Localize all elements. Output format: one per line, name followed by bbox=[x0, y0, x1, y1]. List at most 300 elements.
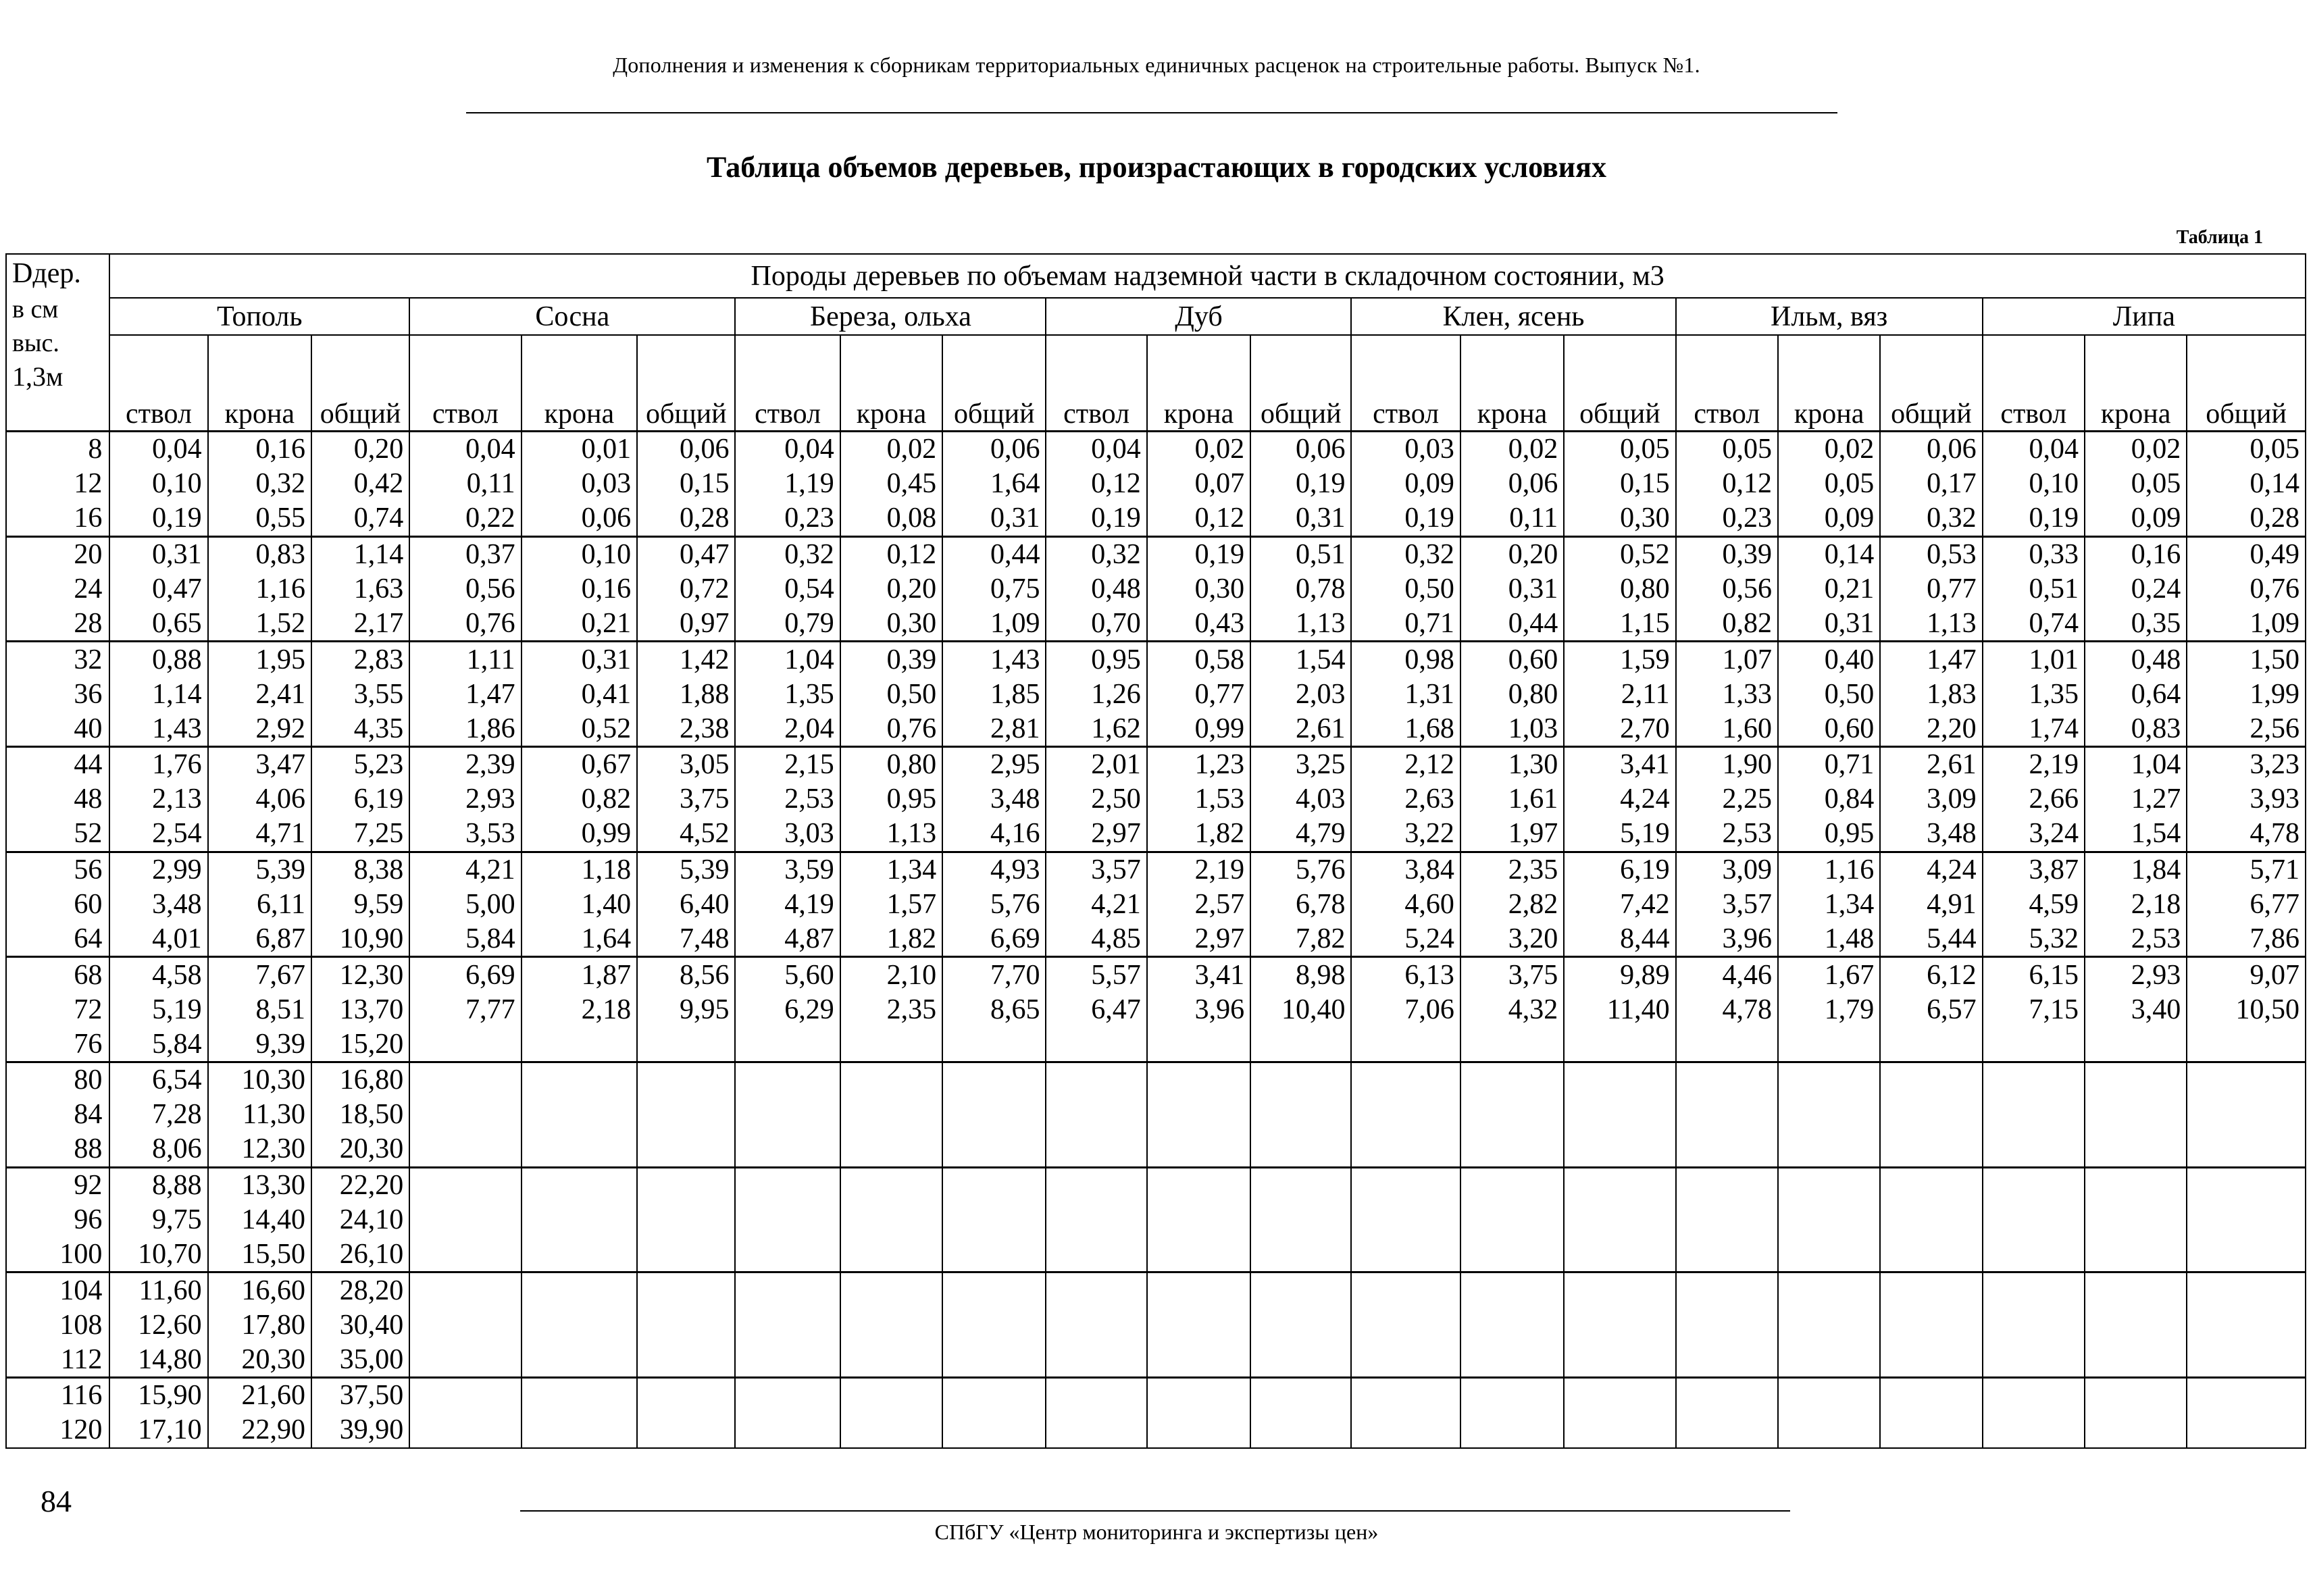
volume-cell bbox=[1564, 1237, 1675, 1272]
volume-cell: 2,18 bbox=[522, 992, 638, 1027]
volume-cell: 2,99 bbox=[109, 852, 207, 887]
volume-cell: 0,88 bbox=[109, 642, 207, 677]
volume-cell: 1,33 bbox=[1676, 677, 1778, 711]
species-header-ilm: Ильм, вяз bbox=[1676, 298, 1983, 335]
volume-cell bbox=[1676, 1203, 1778, 1237]
volume-cell: 9,39 bbox=[208, 1027, 311, 1062]
volume-cell: 3,55 bbox=[311, 677, 409, 711]
volume-cell: 8,06 bbox=[109, 1132, 207, 1167]
volume-cell bbox=[735, 1237, 840, 1272]
footer-divider bbox=[520, 1510, 1790, 1512]
volume-cell bbox=[637, 1167, 735, 1202]
diameter-header-line1: Dдер. bbox=[12, 258, 81, 289]
footer-organization: СПбГУ «Центр мониторинга и экспертизы цен» bbox=[934, 1520, 1379, 1544]
volume-cell: 2,81 bbox=[942, 711, 1046, 746]
diameter-cell: 96 bbox=[6, 1203, 109, 1237]
table-row bbox=[6, 606, 2306, 641]
volume-cell bbox=[1983, 1098, 2085, 1132]
volume-cell bbox=[1983, 1203, 2085, 1237]
volume-cell: 0,30 bbox=[1564, 501, 1675, 536]
volume-cell bbox=[409, 1167, 521, 1202]
volume-cell bbox=[1147, 1308, 1250, 1342]
volume-cell bbox=[840, 1167, 942, 1202]
volume-cell: 15,20 bbox=[311, 1027, 409, 1062]
volume-cell: 0,50 bbox=[1778, 677, 1880, 711]
diameter-cell: 24 bbox=[6, 572, 109, 607]
volume-cell: 0,14 bbox=[1778, 536, 1880, 571]
volume-cell: 0,72 bbox=[637, 572, 735, 607]
volume-cell: 4,46 bbox=[1676, 957, 1778, 992]
volume-cell bbox=[2187, 1237, 2306, 1272]
table-row bbox=[6, 1342, 2306, 1377]
diameter-cell: 116 bbox=[6, 1378, 109, 1413]
volume-cell: 0,02 bbox=[1778, 432, 1880, 467]
volume-cell: 1,01 bbox=[1983, 642, 2085, 677]
volume-cell bbox=[1460, 1027, 1564, 1062]
volume-cell bbox=[1046, 1237, 1146, 1272]
volume-cell bbox=[1147, 1272, 1250, 1308]
volume-cell: 0,54 bbox=[735, 572, 840, 607]
table-row bbox=[6, 572, 2306, 607]
volume-cell: 7,15 bbox=[1983, 992, 2085, 1027]
volume-cell: 0,01 bbox=[522, 432, 638, 467]
volume-cell: 2,13 bbox=[109, 782, 207, 817]
volume-cell: 1,82 bbox=[1147, 817, 1250, 852]
volume-cell: 0,20 bbox=[311, 432, 409, 467]
volume-cell bbox=[1147, 1167, 1250, 1202]
volume-cell bbox=[1351, 1237, 1460, 1272]
volume-cell: 4,24 bbox=[1880, 852, 1982, 887]
volume-cell: 3,03 bbox=[735, 817, 840, 852]
volume-cell: 13,70 bbox=[311, 992, 409, 1027]
volume-cell: 0,53 bbox=[1880, 536, 1982, 571]
volume-cell: 5,19 bbox=[1564, 817, 1675, 852]
volume-cell: 2,93 bbox=[2085, 957, 2187, 992]
volume-cell: 0,30 bbox=[1147, 572, 1250, 607]
volume-cell: 9,75 bbox=[109, 1203, 207, 1237]
subheader-stvol: ствол bbox=[1351, 335, 1460, 432]
volume-cell bbox=[522, 1062, 638, 1098]
volume-cell bbox=[735, 1308, 840, 1342]
volume-cell: 1,63 bbox=[311, 572, 409, 607]
volume-cell bbox=[522, 1413, 638, 1448]
volume-cell: 0,31 bbox=[942, 501, 1046, 536]
volume-cell bbox=[1676, 1027, 1778, 1062]
volume-cell bbox=[735, 1098, 840, 1132]
subheader-obshiy: общий bbox=[1880, 335, 1982, 432]
volume-cell bbox=[522, 1203, 638, 1237]
volume-cell bbox=[522, 1378, 638, 1413]
diameter-cell: 44 bbox=[6, 747, 109, 782]
volume-cell: 0,04 bbox=[1046, 432, 1146, 467]
diameter-cell: 88 bbox=[6, 1132, 109, 1167]
volume-cell: 1,13 bbox=[840, 817, 942, 852]
volume-cell bbox=[637, 1378, 735, 1413]
volume-cell: 1,99 bbox=[2187, 677, 2306, 711]
volume-cell bbox=[1880, 1272, 1982, 1308]
volume-cell: 6,57 bbox=[1880, 992, 1982, 1027]
volume-cell bbox=[637, 1203, 735, 1237]
diameter-cell: 20 bbox=[6, 536, 109, 571]
subheader-obshiy: общий bbox=[1564, 335, 1675, 432]
volume-cell bbox=[522, 1167, 638, 1202]
volume-cell: 2,39 bbox=[409, 747, 521, 782]
volume-cell bbox=[1250, 1272, 1351, 1308]
diameter-cell: 92 bbox=[6, 1167, 109, 1202]
subheader-obshiy: общий bbox=[637, 335, 735, 432]
volume-cell: 5,39 bbox=[637, 852, 735, 887]
volume-cell: 8,65 bbox=[942, 992, 1046, 1027]
volume-cell: 0,02 bbox=[2085, 432, 2187, 467]
diameter-cell: 48 bbox=[6, 782, 109, 817]
subheader-obshiy: общий bbox=[311, 335, 409, 432]
volume-cell bbox=[942, 1062, 1046, 1098]
volume-cell: 0,17 bbox=[1880, 467, 1982, 501]
volume-cell: 1,90 bbox=[1676, 747, 1778, 782]
volume-cell: 0,31 bbox=[1250, 501, 1351, 536]
volume-cell bbox=[2187, 1027, 2306, 1062]
volume-cell bbox=[1778, 1378, 1880, 1413]
volume-cell: 5,57 bbox=[1046, 957, 1146, 992]
volume-cell: 8,98 bbox=[1250, 957, 1351, 992]
volume-cell: 0,32 bbox=[1880, 501, 1982, 536]
tree-volume-table-container bbox=[5, 253, 2306, 1449]
volume-cell: 0,06 bbox=[522, 501, 638, 536]
table-row bbox=[6, 747, 2306, 782]
volume-cell: 0,11 bbox=[409, 467, 521, 501]
volume-cell bbox=[1676, 1132, 1778, 1167]
volume-cell bbox=[1880, 1237, 1982, 1272]
volume-cell: 21,60 bbox=[208, 1378, 311, 1413]
volume-cell: 0,12 bbox=[840, 536, 942, 571]
volume-cell bbox=[942, 1308, 1046, 1342]
volume-cell: 0,06 bbox=[942, 432, 1046, 467]
volume-cell: 0,09 bbox=[1778, 501, 1880, 536]
volume-cell: 0,30 bbox=[840, 606, 942, 641]
volume-cell: 0,28 bbox=[2187, 501, 2306, 536]
volume-cell: 12,60 bbox=[109, 1308, 207, 1342]
volume-cell bbox=[1046, 1342, 1146, 1377]
volume-cell: 7,42 bbox=[1564, 887, 1675, 922]
volume-cell bbox=[2187, 1203, 2306, 1237]
volume-cell: 0,19 bbox=[1046, 501, 1146, 536]
volume-cell: 3,41 bbox=[1564, 747, 1675, 782]
volume-cell: 1,64 bbox=[522, 921, 638, 956]
volume-cell bbox=[2085, 1132, 2187, 1167]
table-row bbox=[6, 1027, 2306, 1062]
volume-cell bbox=[522, 1308, 638, 1342]
volume-cell: 4,52 bbox=[637, 817, 735, 852]
volume-cell: 2,97 bbox=[1046, 817, 1146, 852]
diameter-cell: 56 bbox=[6, 852, 109, 887]
volume-cell: 5,84 bbox=[409, 921, 521, 956]
volume-cell: 1,84 bbox=[2085, 852, 2187, 887]
volume-cell: 2,41 bbox=[208, 677, 311, 711]
volume-cell: 0,71 bbox=[1351, 606, 1460, 641]
volume-cell bbox=[1250, 1027, 1351, 1062]
volume-cell: 0,79 bbox=[735, 606, 840, 641]
subheader-row bbox=[6, 335, 2306, 432]
volume-cell bbox=[1147, 1203, 1250, 1237]
volume-cell: 0,09 bbox=[2085, 501, 2187, 536]
volume-cell bbox=[942, 1167, 1046, 1202]
volume-cell bbox=[1676, 1413, 1778, 1448]
volume-cell bbox=[1250, 1308, 1351, 1342]
volume-cell: 10,50 bbox=[2187, 992, 2306, 1027]
volume-cell: 7,28 bbox=[109, 1098, 207, 1132]
volume-cell: 1,74 bbox=[1983, 711, 2085, 746]
volume-cell: 0,32 bbox=[1351, 536, 1460, 571]
volume-cell: 1,04 bbox=[2085, 747, 2187, 782]
volume-cell bbox=[1676, 1308, 1778, 1342]
volume-cell: 3,48 bbox=[1880, 817, 1982, 852]
volume-cell bbox=[1250, 1062, 1351, 1098]
volume-cell: 0,19 bbox=[1250, 467, 1351, 501]
volume-cell bbox=[2085, 1237, 2187, 1272]
volume-cell: 0,82 bbox=[1676, 606, 1778, 641]
table-row bbox=[6, 501, 2306, 536]
volume-cell: 6,69 bbox=[942, 921, 1046, 956]
diameter-cell: 72 bbox=[6, 992, 109, 1027]
volume-cell: 6,54 bbox=[109, 1062, 207, 1098]
volume-cell: 4,16 bbox=[942, 817, 1046, 852]
volume-cell: 0,21 bbox=[522, 606, 638, 641]
volume-cell bbox=[1460, 1413, 1564, 1448]
volume-cell: 0,19 bbox=[109, 501, 207, 536]
table-row bbox=[6, 711, 2306, 746]
volume-cell bbox=[2187, 1308, 2306, 1342]
volume-cell bbox=[1250, 1342, 1351, 1377]
volume-cell bbox=[735, 1167, 840, 1202]
volume-cell bbox=[522, 1027, 638, 1062]
volume-cell: 0,44 bbox=[1460, 606, 1564, 641]
volume-cell: 2,61 bbox=[1250, 711, 1351, 746]
volume-cell bbox=[2187, 1062, 2306, 1098]
volume-cell: 1,03 bbox=[1460, 711, 1564, 746]
volume-cell: 1,35 bbox=[1983, 677, 2085, 711]
volume-cell: 1,97 bbox=[1460, 817, 1564, 852]
volume-cell: 7,82 bbox=[1250, 921, 1351, 956]
volume-cell bbox=[2085, 1203, 2187, 1237]
volume-cell: 4,01 bbox=[109, 921, 207, 956]
volume-cell: 7,48 bbox=[637, 921, 735, 956]
volume-cell: 4,59 bbox=[1983, 887, 2085, 922]
volume-cell bbox=[1046, 1062, 1146, 1098]
volume-cell: 0,04 bbox=[735, 432, 840, 467]
volume-cell bbox=[2085, 1413, 2187, 1448]
volume-cell: 0,58 bbox=[1147, 642, 1250, 677]
volume-cell: 1,85 bbox=[942, 677, 1046, 711]
volume-cell: 0,55 bbox=[208, 501, 311, 536]
volume-cell: 4,79 bbox=[1250, 817, 1351, 852]
table-row bbox=[6, 677, 2306, 711]
page-number: 84 bbox=[41, 1484, 72, 1518]
table-row bbox=[6, 1167, 2306, 1202]
subheader-stvol: ствол bbox=[1676, 335, 1778, 432]
volume-cell bbox=[1564, 1342, 1675, 1377]
volume-cell: 2,63 bbox=[1351, 782, 1460, 817]
volume-cell: 1,42 bbox=[637, 642, 735, 677]
volume-cell: 0,16 bbox=[208, 432, 311, 467]
volume-cell bbox=[942, 1027, 1046, 1062]
volume-cell bbox=[2187, 1272, 2306, 1308]
volume-cell: 0,77 bbox=[1147, 677, 1250, 711]
volume-cell: 0,03 bbox=[1351, 432, 1460, 467]
volume-cell bbox=[409, 1203, 521, 1237]
volume-cell: 2,01 bbox=[1046, 747, 1146, 782]
volume-cell: 7,77 bbox=[409, 992, 521, 1027]
volume-cell bbox=[1880, 1132, 1982, 1167]
volume-cell: 35,00 bbox=[311, 1342, 409, 1377]
volume-cell bbox=[637, 1062, 735, 1098]
volume-cell bbox=[735, 1413, 840, 1448]
volume-cell bbox=[409, 1378, 521, 1413]
volume-cell: 1,57 bbox=[840, 887, 942, 922]
volume-cell: 0,16 bbox=[522, 572, 638, 607]
volume-cell: 39,90 bbox=[311, 1413, 409, 1448]
volume-cell: 3,59 bbox=[735, 852, 840, 887]
table-row bbox=[6, 1098, 2306, 1132]
volume-cell: 12,30 bbox=[208, 1132, 311, 1167]
volume-cell: 1,40 bbox=[522, 887, 638, 922]
subheader-stvol: ствол bbox=[409, 335, 521, 432]
volume-cell: 9,07 bbox=[2187, 957, 2306, 992]
volume-cell bbox=[522, 1132, 638, 1167]
volume-cell: 3,87 bbox=[1983, 852, 2085, 887]
volume-cell bbox=[1147, 1132, 1250, 1167]
volume-cell: 0,40 bbox=[1778, 642, 1880, 677]
volume-cell: 1,43 bbox=[942, 642, 1046, 677]
volume-cell bbox=[942, 1413, 1046, 1448]
volume-cell bbox=[1880, 1342, 1982, 1377]
volume-cell: 0,71 bbox=[1778, 747, 1880, 782]
volume-cell bbox=[1046, 1098, 1146, 1132]
volume-cell: 0,95 bbox=[840, 782, 942, 817]
volume-cell bbox=[735, 1132, 840, 1167]
volume-cell bbox=[1564, 1098, 1675, 1132]
volume-cell: 0,60 bbox=[1778, 711, 1880, 746]
subheader-krona: крона bbox=[208, 335, 311, 432]
volume-cell bbox=[1983, 1167, 2085, 1202]
subheader-stvol: ствол bbox=[109, 335, 207, 432]
volume-cell: 3,48 bbox=[109, 887, 207, 922]
volume-cell bbox=[1564, 1308, 1675, 1342]
volume-cell bbox=[1676, 1272, 1778, 1308]
volume-cell: 0,31 bbox=[1460, 572, 1564, 607]
subheader-krona: крона bbox=[522, 335, 638, 432]
diameter-column-header bbox=[6, 254, 109, 432]
volume-cell: 1,11 bbox=[409, 642, 521, 677]
volume-cell bbox=[1046, 1203, 1146, 1237]
volume-cell: 6,19 bbox=[1564, 852, 1675, 887]
volume-cell bbox=[1778, 1098, 1880, 1132]
diameter-cell: 64 bbox=[6, 921, 109, 956]
volume-cell bbox=[2085, 1342, 2187, 1377]
volume-cell bbox=[409, 1342, 521, 1377]
volume-cell: 4,78 bbox=[2187, 817, 2306, 852]
volume-cell: 4,87 bbox=[735, 921, 840, 956]
volume-cell bbox=[1778, 1308, 1880, 1342]
table-row bbox=[6, 1132, 2306, 1167]
volume-cell: 5,76 bbox=[942, 887, 1046, 922]
volume-cell bbox=[409, 1098, 521, 1132]
volume-cell: 0,23 bbox=[735, 501, 840, 536]
volume-cell: 7,70 bbox=[942, 957, 1046, 992]
volume-cell: 1,62 bbox=[1046, 711, 1146, 746]
volume-cell bbox=[409, 1272, 521, 1308]
volume-cell bbox=[1880, 1413, 1982, 1448]
subheader-stvol: ствол bbox=[1983, 335, 2085, 432]
volume-cell: 0,10 bbox=[522, 536, 638, 571]
volume-cell: 37,50 bbox=[311, 1378, 409, 1413]
volume-cell bbox=[409, 1237, 521, 1272]
diameter-cell: 80 bbox=[6, 1062, 109, 1098]
volume-cell: 2,53 bbox=[2085, 921, 2187, 956]
volume-cell: 1,83 bbox=[1880, 677, 1982, 711]
volume-cell: 1,19 bbox=[735, 467, 840, 501]
volume-cell: 3,53 bbox=[409, 817, 521, 852]
species-header-topol: Тополь bbox=[109, 298, 409, 335]
volume-cell bbox=[1351, 1413, 1460, 1448]
volume-cell: 0,99 bbox=[522, 817, 638, 852]
volume-cell: 0,32 bbox=[1046, 536, 1146, 571]
volume-cell: 6,40 bbox=[637, 887, 735, 922]
volume-cell: 1,14 bbox=[311, 536, 409, 571]
volume-cell bbox=[1250, 1413, 1351, 1448]
volume-cell: 0,14 bbox=[2187, 467, 2306, 501]
volume-cell: 1,59 bbox=[1564, 642, 1675, 677]
volume-cell: 18,50 bbox=[311, 1098, 409, 1132]
volume-cell: 0,16 bbox=[2085, 536, 2187, 571]
diameter-cell: 100 bbox=[6, 1237, 109, 1272]
volume-cell: 0,78 bbox=[1250, 572, 1351, 607]
volume-cell: 1,34 bbox=[840, 852, 942, 887]
volume-cell bbox=[735, 1378, 840, 1413]
volume-cell: 0,65 bbox=[109, 606, 207, 641]
volume-cell bbox=[1778, 1272, 1880, 1308]
volume-cell: 0,60 bbox=[1460, 642, 1564, 677]
volume-cell: 0,15 bbox=[637, 467, 735, 501]
volume-cell bbox=[1983, 1378, 2085, 1413]
volume-cell: 5,32 bbox=[1983, 921, 2085, 956]
volume-cell: 3,75 bbox=[637, 782, 735, 817]
diameter-cell: 16 bbox=[6, 501, 109, 536]
volume-cell: 1,64 bbox=[942, 467, 1046, 501]
volume-cell: 16,80 bbox=[311, 1062, 409, 1098]
volume-cell: 10,70 bbox=[109, 1237, 207, 1272]
volume-cell: 0,56 bbox=[1676, 572, 1778, 607]
volume-cell: 0,04 bbox=[1983, 432, 2085, 467]
species-group-header: Породы деревьев по объемам надземной части в складочном состоянии, м3 bbox=[109, 254, 2306, 298]
volume-cell: 3,25 bbox=[1250, 747, 1351, 782]
volume-cell: 2,70 bbox=[1564, 711, 1675, 746]
volume-cell: 0,02 bbox=[840, 432, 942, 467]
volume-cell: 8,88 bbox=[109, 1167, 207, 1202]
volume-cell: 1,67 bbox=[1778, 957, 1880, 992]
volume-cell: 4,91 bbox=[1880, 887, 1982, 922]
volume-cell bbox=[1351, 1062, 1460, 1098]
subheader-obshiy: общий bbox=[1250, 335, 1351, 432]
volume-cell: 4,60 bbox=[1351, 887, 1460, 922]
volume-cell bbox=[1250, 1098, 1351, 1132]
volume-cell: 0,08 bbox=[840, 501, 942, 536]
diameter-cell: 104 bbox=[6, 1272, 109, 1308]
volume-cell: 5,76 bbox=[1250, 852, 1351, 887]
diameter-cell: 36 bbox=[6, 677, 109, 711]
volume-cell: 0,24 bbox=[2085, 572, 2187, 607]
volume-cell bbox=[1351, 1027, 1460, 1062]
subheader-krona: крона bbox=[1147, 335, 1250, 432]
